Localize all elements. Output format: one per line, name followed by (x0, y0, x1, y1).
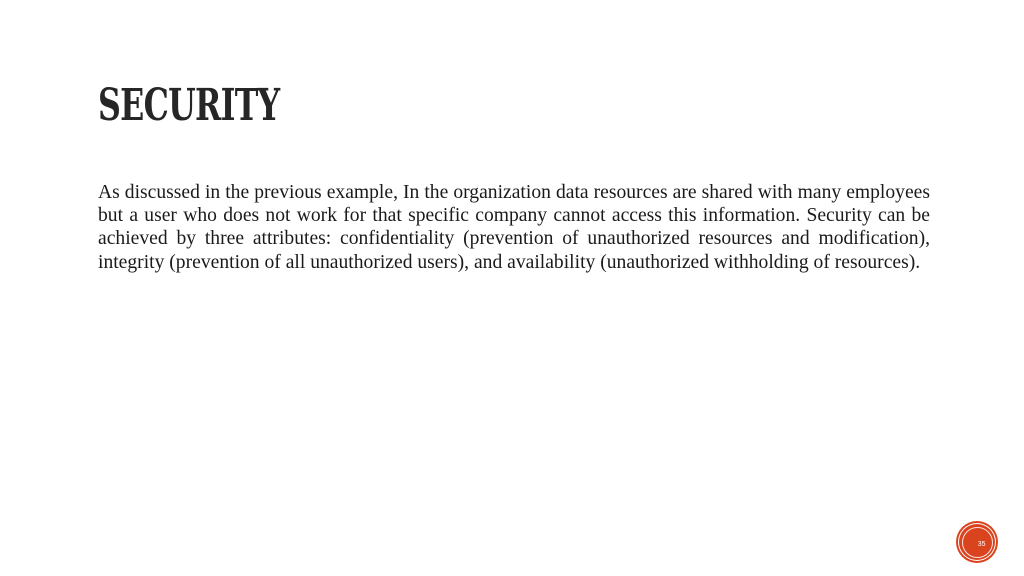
page-number-badge (958, 523, 996, 561)
page-number-ring (962, 527, 993, 558)
slide-body-text: As discussed in the previous example, In the organization data resources are shared with many employees but a user who does not work for that specific company cannot access this information. Security can be achieved by three attributes: confidentiality (prevention of unauthorized resources and modification), integrity (prevention of all unauthorized users), and availability (unauthorized withholding of resources). (98, 182, 930, 273)
page-number: 35 (977, 540, 986, 548)
slide-title: SECURITY (98, 80, 280, 131)
